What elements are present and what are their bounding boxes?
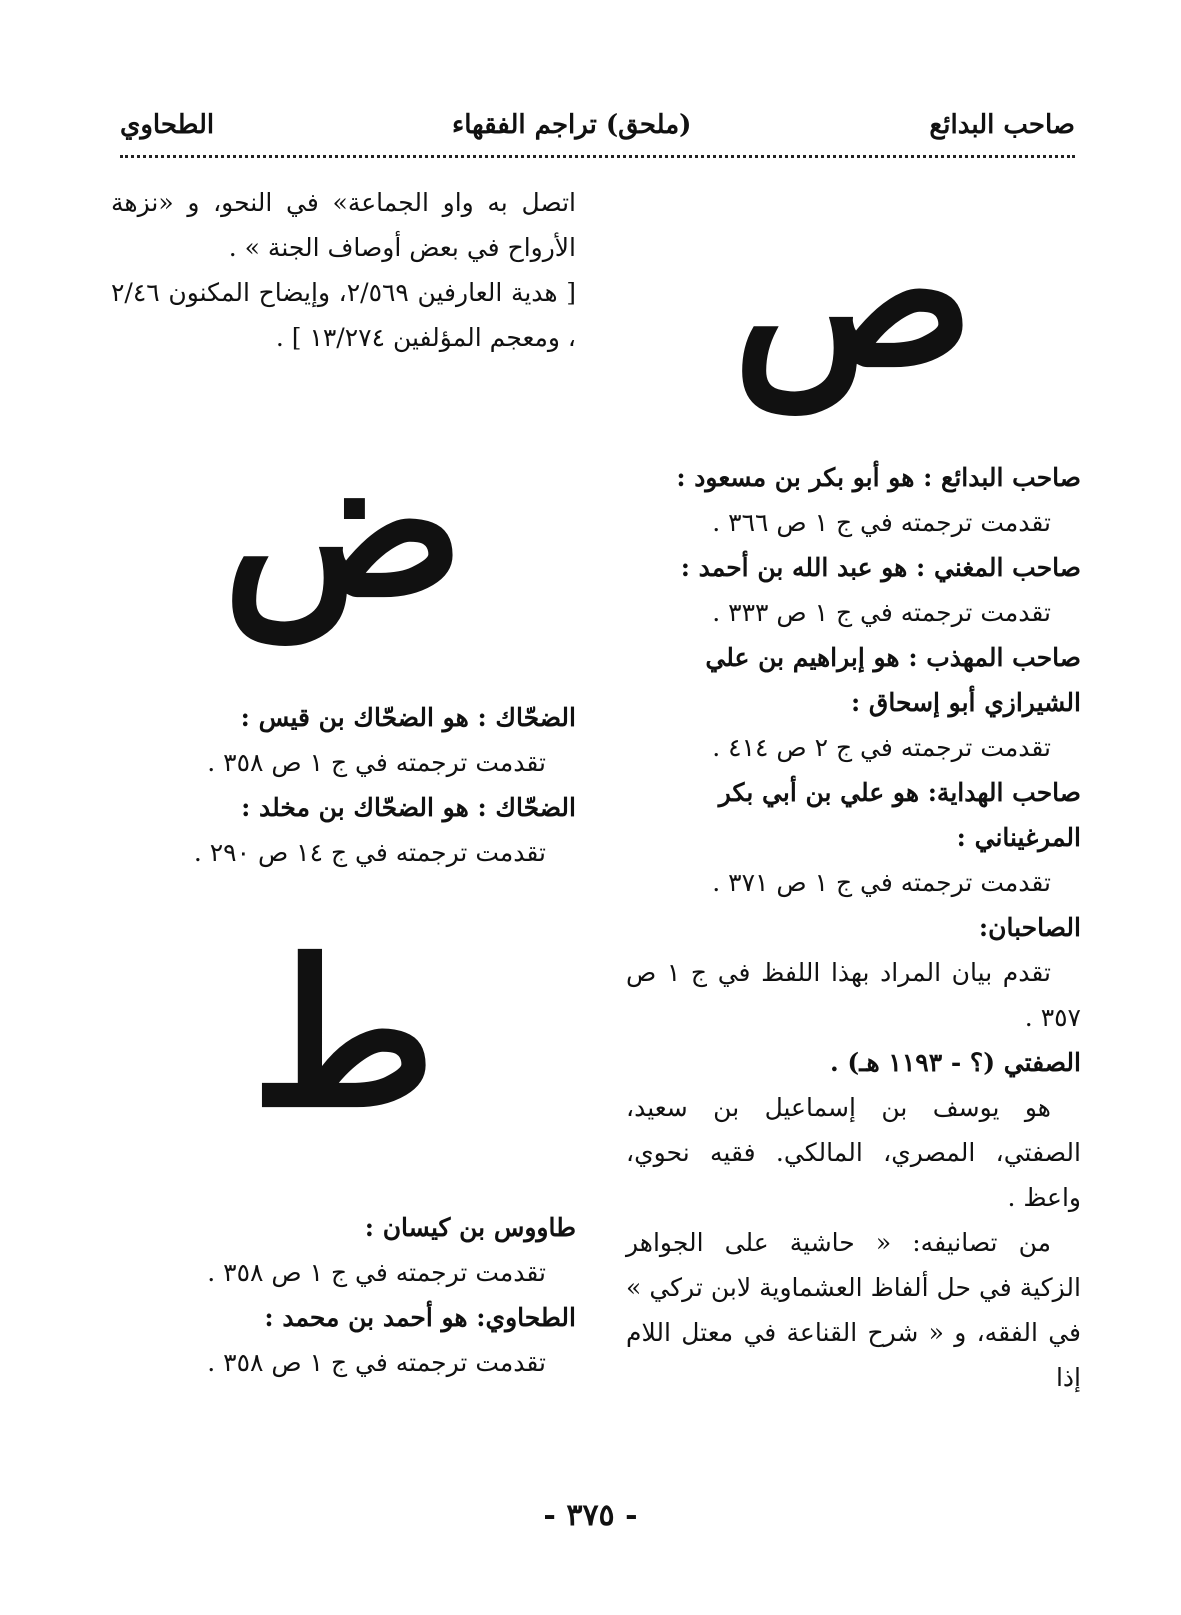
page-number: - ٣٧٥ -: [543, 1498, 638, 1533]
entry-heading: صاحب المهذب : هو إبراهيم بن علي الشيرازي أبو إسحاق :: [705, 643, 1081, 717]
entry-heading: صاحب البدائع : هو أبو بكر بن مسعود :: [676, 463, 1081, 492]
sources-citation: [ هدية العارفين ٢/٥٦٩، وإيضاح المكنون ٢/٤٦ ، ومعجم المؤلفين ١٣/٢٧٤ ] .: [111, 278, 576, 352]
entry-reference: تقدمت ترجمته في ج ١ ص ٣٦٦ .: [712, 508, 1051, 537]
entry: [626, 545, 1081, 635]
section-letter-dad: ض: [222, 407, 465, 642]
entry-biography: هو يوسف بن إسماعيل بن سعيد، الصفتي، المصري، المالكي. فقيه نحوي، واعظ .: [626, 1093, 1081, 1212]
left-column: [111, 180, 576, 1385]
header-right: صاحب البدائع: [929, 110, 1075, 140]
right-column: [626, 175, 1081, 1400]
header-center: (ملحق) تراجم الفقهاء: [452, 110, 692, 140]
entry-reference: تقدمت ترجمته في ج ١ ص ٣٣٣ .: [712, 598, 1051, 627]
entry-reference: تقدمت ترجمته في ج ١ ص ٣٥٨ .: [207, 1258, 546, 1287]
header-left: الطحاوي: [120, 110, 215, 140]
entry: [111, 1295, 576, 1385]
continued-text: اتصل به واو الجماعة» في النحو، و «نزهة الأرواح في بعض أوصاف الجنة » .: [111, 188, 576, 262]
entry-reference: تقدمت ترجمته في ج ١٤ ص ٢٩٠ .: [193, 838, 546, 867]
entry: [626, 635, 1081, 770]
entry-works: من تصانيفه: « حاشية على الجواهر الزكية في حل ألفاظ العشماوية لابن تركي » في الفقه، و « شرح القناعة في معتل اللام إذا: [626, 1228, 1081, 1392]
entry: [626, 770, 1081, 905]
entry-heading: الصفتي (؟ - ١١٩٣ هـ) .: [829, 1048, 1081, 1077]
header-divider: [120, 155, 1075, 158]
entry: [111, 695, 576, 785]
entry: [626, 455, 1081, 545]
entry-heading: طاووس بن كيسان :: [364, 1213, 576, 1242]
section-letter-ta: ط: [251, 917, 436, 1152]
entry: [626, 905, 1081, 1040]
entry-heading: الطحاوي: هو أحمد بن محمد :: [264, 1303, 576, 1332]
entry-reference: تقدمت ترجمته في ج ١ ص ٣٥٨ .: [207, 1348, 546, 1377]
entry-reference: تقدم بيان المراد بهذا اللفظ في ج ١ ص ٣٥٧ .: [626, 958, 1081, 1032]
section-letter-sad: ص: [732, 177, 975, 412]
entry-heading: الصاحبان:: [978, 913, 1081, 942]
entry-heading: صاحب المغني : هو عبد الله بن أحمد :: [680, 553, 1081, 582]
entry: [111, 1205, 576, 1295]
entry-heading: صاحب الهداية: هو علي بن أبي بكر المرغيناني :: [718, 778, 1081, 852]
entry-heading: الضحّاك : هو الضحّاك بن مخلد :: [241, 793, 576, 822]
entry-reference: تقدمت ترجمته في ج ١ ص ٣٥٨ .: [207, 748, 546, 777]
entry-reference: تقدمت ترجمته في ج ٢ ص ٤١٤ .: [712, 733, 1051, 762]
entry-reference: تقدمت ترجمته في ج ١ ص ٣٧١ .: [712, 868, 1051, 897]
entry: [111, 785, 576, 875]
entry-safti: [626, 1040, 1081, 1400]
entry-heading: الضحّاك : هو الضحّاك بن قيس :: [240, 703, 576, 732]
running-header: [120, 100, 1075, 150]
